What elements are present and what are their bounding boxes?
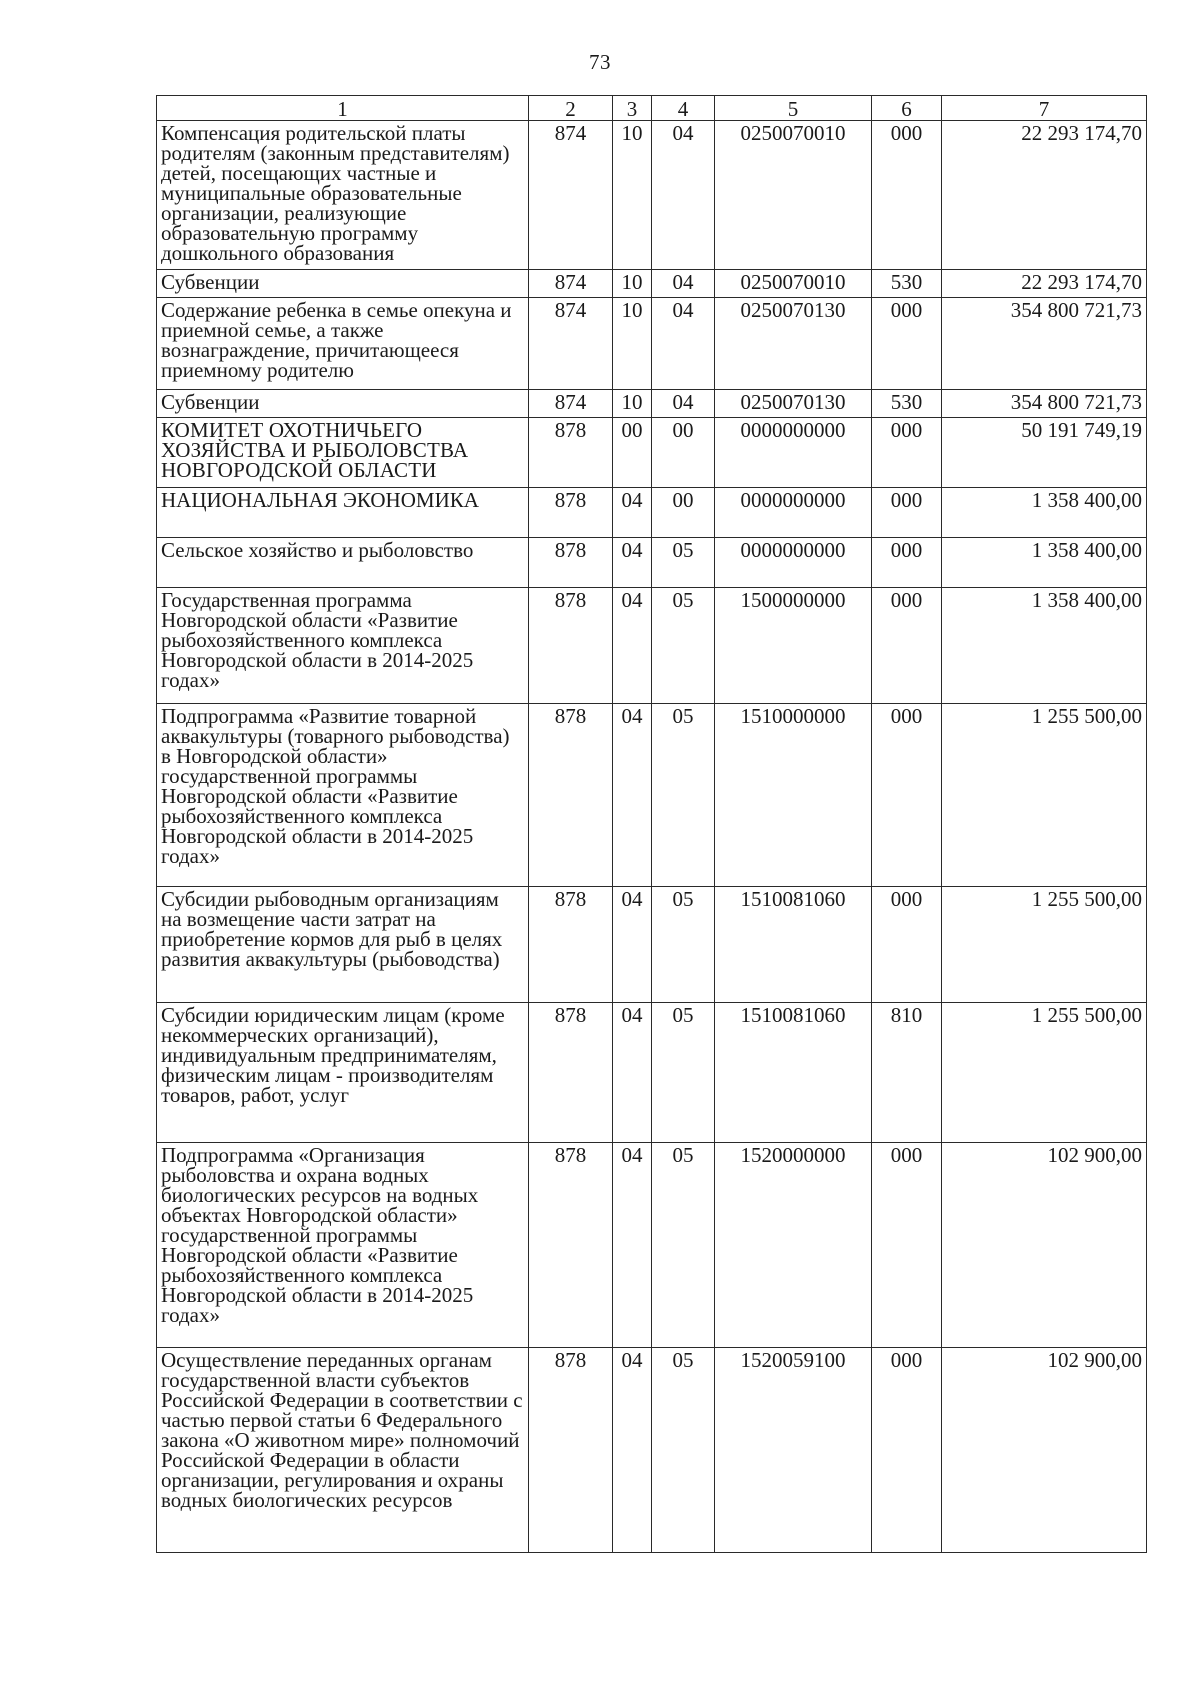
row-code-3: 04 [613,588,652,704]
table-row [157,298,1147,390]
row-code-4: 05 [652,1348,715,1553]
row-amount: 102 900,00 [942,1348,1147,1553]
row-code-3: 04 [613,488,652,538]
row-amount: 22 293 174,70 [942,270,1147,298]
row-code-6: 000 [872,298,942,390]
row-code-4: 04 [652,270,715,298]
row-name: Содержание ребенка в семье опекуна и приемной семье, а также вознаграждение, причитающееся приемному родителю [157,298,529,390]
row-code-4: 04 [652,390,715,418]
row-code-4: 05 [652,1003,715,1143]
budget-table [156,95,1147,1553]
table-row [157,121,1147,270]
row-code-4: 04 [652,121,715,270]
row-code-2: 878 [529,1003,613,1143]
row-code-6: 000 [872,704,942,887]
header-col-6: 6 [872,96,942,121]
row-code-4: 04 [652,298,715,390]
row-code-4: 05 [652,1143,715,1348]
row-amount: 50 191 749,19 [942,418,1147,488]
table-row [157,538,1147,588]
row-code-6: 000 [872,1348,942,1553]
table-header-row [157,96,1147,121]
row-amount: 22 293 174,70 [942,121,1147,270]
row-name: Подпрограмма «Развитие товарной аквакультуры (товарного рыбоводства) в Новгородской области» государственной программы Новгородской области «Развитие рыбохозяйственного комплекса Новгородской области в 2014-2025 годах» [157,704,529,887]
row-code-5: 1520059100 [715,1348,872,1553]
table-row [157,270,1147,298]
row-code-3: 04 [613,538,652,588]
row-name: НАЦИОНАЛЬНАЯ ЭКОНОМИКА [157,488,529,538]
row-code-3: 10 [613,390,652,418]
row-code-6: 000 [872,538,942,588]
row-code-6: 000 [872,418,942,488]
row-code-3: 04 [613,1003,652,1143]
row-code-4: 05 [652,538,715,588]
row-code-4: 05 [652,887,715,1003]
row-name: Осуществление переданных органам государственной власти субъектов Российской Федерации в соответствии с частью первой статьи 6 Федерального закона «О животном мире» полномочий Российской Федерации в области организации, регулирования и охраны водных биологических ресурсов [157,1348,529,1553]
row-code-3: 10 [613,298,652,390]
row-name: Субсидии юридическим лицам (кроме некоммерческих организаций), индивидуальным предпринимателям, физическим лицам - производителям товаров, работ, услуг [157,1003,529,1143]
row-code-6: 810 [872,1003,942,1143]
row-code-5: 0250070130 [715,298,872,390]
row-name: Субсидии рыбоводным организациям на возмещение части затрат на приобретение кормов для рыб в целях развития аквакультуры (рыбоводства) [157,887,529,1003]
row-code-2: 878 [529,1143,613,1348]
row-code-5: 0000000000 [715,488,872,538]
row-code-6: 530 [872,270,942,298]
page-number: 73 [589,50,611,74]
row-code-6: 000 [872,1143,942,1348]
row-name: Компенсация родительской платы родителям (законным представителям) детей, посещающих частные и муниципальные образовательные организации, реализующие образовательную программу дошкольного образования [157,121,529,270]
row-name: Субвенции [157,270,529,298]
row-name: Субвенции [157,390,529,418]
row-code-5: 0000000000 [715,418,872,488]
table-row [157,390,1147,418]
row-code-5: 1510081060 [715,1003,872,1143]
row-code-2: 878 [529,1348,613,1553]
row-code-5: 1520000000 [715,1143,872,1348]
row-amount: 354 800 721,73 [942,390,1147,418]
row-amount: 1 255 500,00 [942,1003,1147,1143]
table-row [157,1143,1147,1348]
header-col-7: 7 [942,96,1147,121]
row-code-3: 04 [613,704,652,887]
row-code-2: 878 [529,704,613,887]
header-col-4: 4 [652,96,715,121]
row-code-6: 000 [872,588,942,704]
row-code-4: 05 [652,704,715,887]
header-col-1: 1 [157,96,529,121]
row-code-5: 1500000000 [715,588,872,704]
row-code-2: 878 [529,488,613,538]
row-code-4: 00 [652,418,715,488]
table-row [157,887,1147,1003]
row-code-5: 0250070130 [715,390,872,418]
row-code-3: 00 [613,418,652,488]
row-code-3: 10 [613,121,652,270]
table-row [157,488,1147,538]
row-code-2: 874 [529,298,613,390]
header-col-2: 2 [529,96,613,121]
row-code-4: 00 [652,488,715,538]
row-amount: 354 800 721,73 [942,298,1147,390]
row-amount: 1 255 500,00 [942,704,1147,887]
row-code-2: 878 [529,418,613,488]
row-name: КОМИТЕТ ОХОТНИЧЬЕГО ХОЗЯЙСТВА И РЫБОЛОВСТВА НОВГОРОДСКОЙ ОБЛАСТИ [157,418,529,488]
row-code-2: 874 [529,270,613,298]
row-code-6: 530 [872,390,942,418]
table-row [157,704,1147,887]
row-code-2: 874 [529,121,613,270]
row-code-6: 000 [872,488,942,538]
row-amount: 1 358 400,00 [942,488,1147,538]
table-row [157,418,1147,488]
table-row [157,588,1147,704]
row-code-5: 0000000000 [715,538,872,588]
row-code-3: 04 [613,887,652,1003]
row-amount: 1 358 400,00 [942,538,1147,588]
row-code-5: 0250070010 [715,121,872,270]
row-amount: 1 255 500,00 [942,887,1147,1003]
row-code-5: 1510000000 [715,704,872,887]
row-code-2: 878 [529,887,613,1003]
row-name: Государственная программа Новгородской области «Развитие рыбохозяйственного комплекса Новгородской области в 2014-2025 годах» [157,588,529,704]
row-code-5: 1510081060 [715,887,872,1003]
row-amount: 102 900,00 [942,1143,1147,1348]
row-name: Сельское хозяйство и рыболовство [157,538,529,588]
row-code-4: 05 [652,588,715,704]
row-code-2: 878 [529,588,613,704]
row-code-2: 874 [529,390,613,418]
row-code-3: 04 [613,1143,652,1348]
row-code-3: 10 [613,270,652,298]
row-code-5: 0250070010 [715,270,872,298]
row-code-6: 000 [872,887,942,1003]
header-col-5: 5 [715,96,872,121]
header-col-3: 3 [613,96,652,121]
row-code-6: 000 [872,121,942,270]
table-row [157,1003,1147,1143]
row-amount: 1 358 400,00 [942,588,1147,704]
table-row [157,1348,1147,1553]
row-name: Подпрограмма «Организация рыболовства и охрана водных биологических ресурсов на водных объектах Новгородской области» государственной программы Новгородской области «Развитие рыбохозяйственного комплекса Новгородской области в 2014-2025 годах» [157,1143,529,1348]
row-code-2: 878 [529,538,613,588]
row-code-3: 04 [613,1348,652,1553]
